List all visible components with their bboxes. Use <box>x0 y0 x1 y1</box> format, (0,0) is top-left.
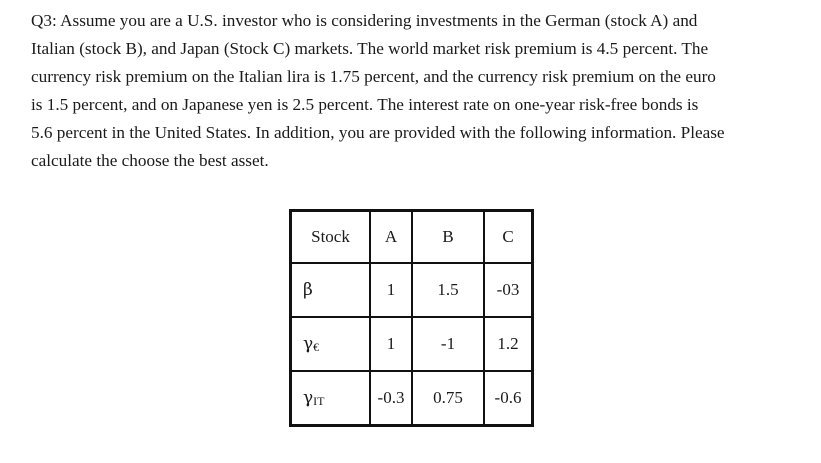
data-table <box>289 209 534 427</box>
table-cell: 1.2 <box>484 317 533 371</box>
question-text <box>31 7 801 175</box>
table-row-gamma-it <box>291 371 533 426</box>
header-cell-c: C <box>484 211 533 264</box>
table-cell: 0.75 <box>412 371 484 426</box>
table-cell: -0.3 <box>370 371 412 426</box>
question-line: Q3: Assume you are a U.S. investor who is considering investments in the German (stock A) and <box>31 11 698 30</box>
header-cell-a: A <box>370 211 412 264</box>
question-line: Italian (stock B), and Japan (Stock C) markets. The world market risk premium is 4.5 percent. The <box>31 39 709 58</box>
table-cell: 1.5 <box>412 263 484 317</box>
question-line: 5.6 percent in the United States. In addition, you are provided with the following information. Please <box>31 123 725 142</box>
question-line: is 1.5 percent, and on Japanese yen is 2.5 percent. The interest rate on one-year risk-free bonds is <box>31 95 699 114</box>
table-cell: -03 <box>484 263 533 317</box>
header-cell-b: B <box>412 211 484 264</box>
euro-subscript: € <box>313 339 320 354</box>
it-subscript: IT <box>313 393 325 408</box>
table-cell: -0.6 <box>484 371 533 426</box>
table-row-gamma-euro <box>291 317 533 371</box>
table-header-row <box>291 211 533 264</box>
row-label-gamma-euro <box>291 317 371 371</box>
table-cell: -1 <box>412 317 484 371</box>
gamma-symbol: γ <box>303 333 314 354</box>
row-label-beta <box>291 263 371 317</box>
question-line: calculate the choose the best asset. <box>31 151 269 170</box>
question-line: currency risk premium on the Italian lira is 1.75 percent, and the currency risk premium on the euro <box>31 67 716 86</box>
header-cell-stock: Stock <box>291 211 371 264</box>
table-row-beta <box>291 263 533 317</box>
data-table-container <box>289 209 534 427</box>
table-cell: 1 <box>370 263 412 317</box>
gamma-symbol: γ <box>303 387 314 408</box>
table-cell: 1 <box>370 317 412 371</box>
row-label-gamma-it <box>291 371 371 426</box>
beta-symbol: β <box>303 279 313 300</box>
